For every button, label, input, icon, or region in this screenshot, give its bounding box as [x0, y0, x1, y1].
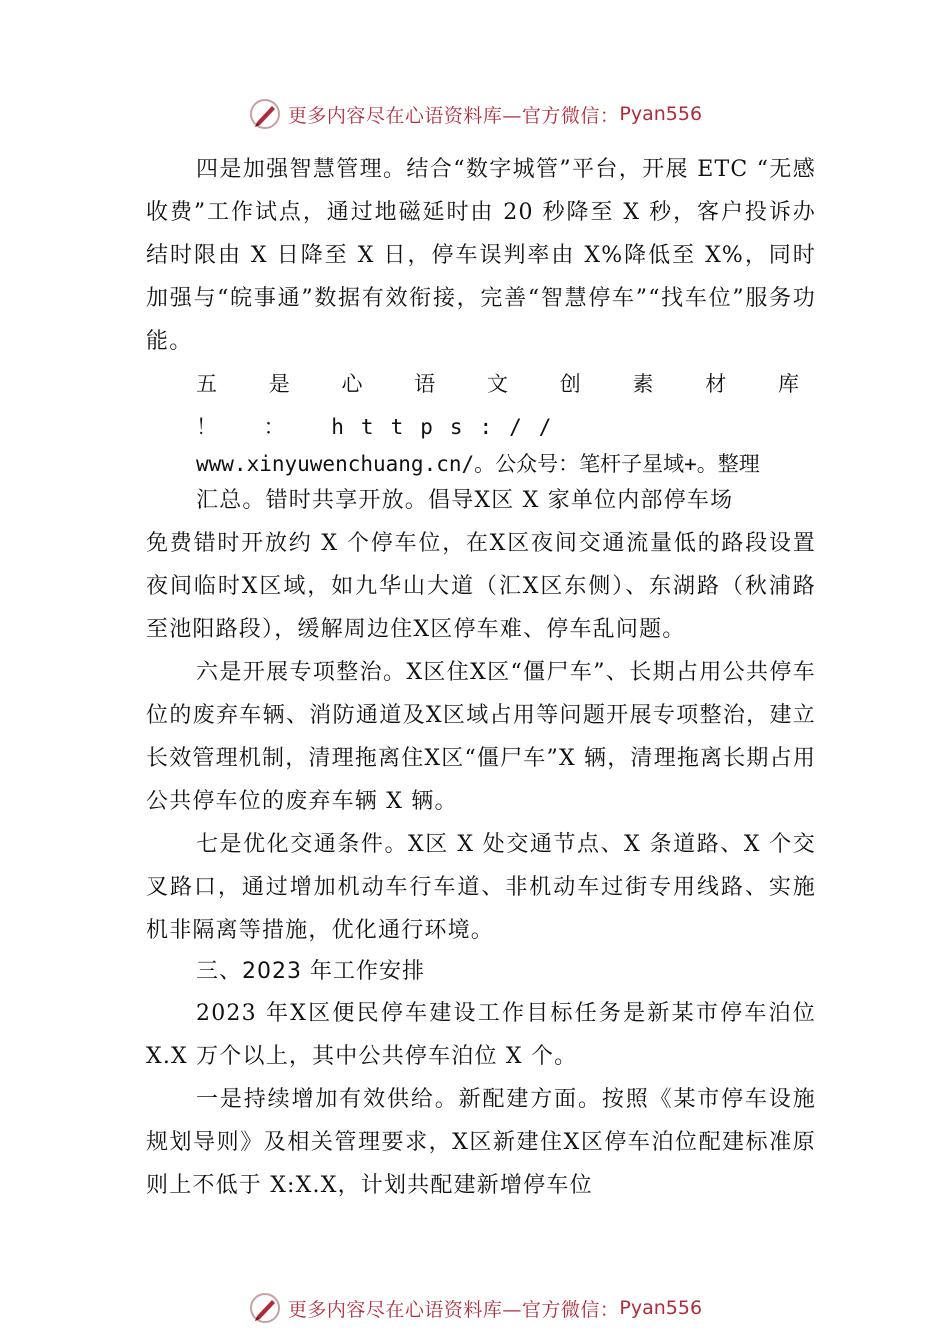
section-heading: 三、2023 年工作安排	[196, 959, 425, 984]
banner-wechat-id: Pyan556	[619, 103, 703, 125]
paragraph-5-rest: 免费错时开放约 X 个停车位，在X区夜间交通流量低的路段设置夜间临时X区域，如九华山大道（汇X区东侧）、东湖路（秋浦路至池阳路段），缓解周边住X区停车难、停车乱问题。	[146, 531, 816, 642]
paragraph-5-line1: 五 是 心 语 文 创 素 材 库 ！ ： https://	[196, 372, 816, 439]
banner-wechat-id: Pyan556	[619, 1297, 703, 1319]
paragraph-5-line3: 汇总。错时共享开放。倡导X区 X 家单位内部停车场	[196, 488, 734, 513]
document-body	[146, 148, 816, 1207]
paragraph-8: 2023 年X区便民停车建设工作目标任务是新某市停车泊位 X.X 万个以上，其中公共停车泊位 X 个。	[146, 1001, 816, 1069]
banner-text: 更多内容尽在心语资料库—官方微信：	[287, 104, 620, 127]
paragraph-9: 一是持续增加有效供给。新配建方面。按照《某市停车设施规划导则》及相关管理要求，X区新建住X区停车泊位配建标准原则上不低于 X:X.X，计划共配建新增停车位	[146, 1087, 816, 1198]
paragraph-4: 四是加强智慧管理。结合“数字城管”平台，开展 ETC “无感收费”工作试点，通过地磁延时由 20 秒降至 X 秒，客户投诉办结时限由 X 日降至 X 日，停车误判率由 X%降低至 X%，同时加强与“皖事通”数据有效衔接，完善“智慧停车”“找车位”服务功能。	[146, 157, 816, 354]
footer-banner	[0, 1288, 950, 1328]
paragraph-5-head	[146, 363, 816, 522]
paragraph-5-line2: www.xinyuwenchuang.cn/。公众号：笔杆子星域+。整理	[196, 452, 760, 476]
paragraph-7: 七是优化交通条件。X区 X 处交通节点、X 条道路、X 个交叉路口，通过增加机动车行车道、非机动车过街专用线路、实施机非隔离等措施，优化通行环境。	[146, 832, 816, 943]
header-banner	[0, 94, 950, 134]
banner-text: 更多内容尽在心语资料库—官方微信：	[287, 1298, 620, 1321]
paragraph-6: 六是开展专项整治。X区住X区“僵尸车”、长期占用公共停车位的废弃车辆、消防通道及X区域占用等问题开展专项整治，建立长效管理机制，清理拖离住X区“僵尸车”X 辆，清理拖离长期占用公共停车位的废弃车辆 X 辆。	[146, 660, 817, 814]
pen-logo-icon	[248, 97, 282, 131]
pen-logo-icon	[248, 1291, 282, 1325]
